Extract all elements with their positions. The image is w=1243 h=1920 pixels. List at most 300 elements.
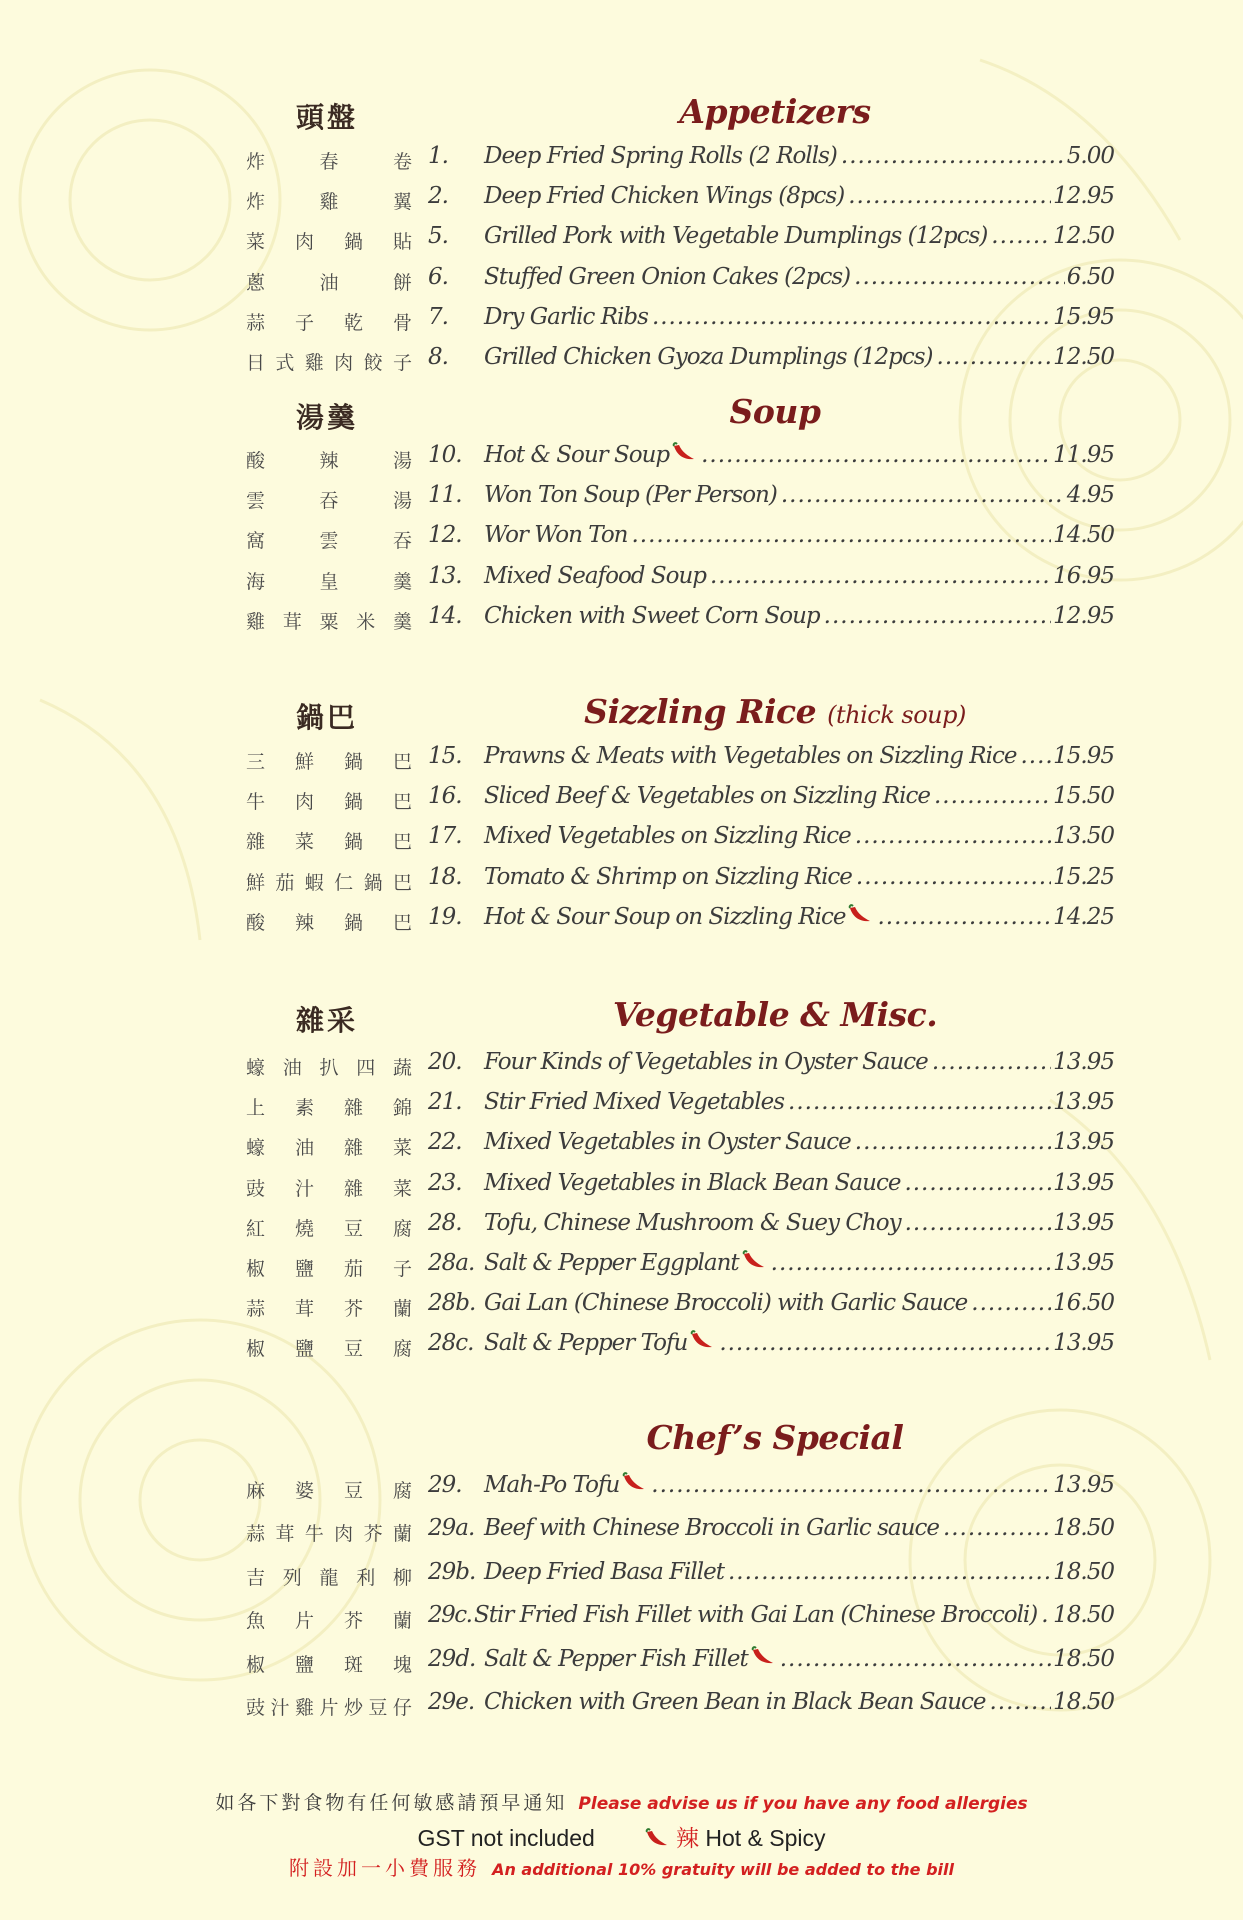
- cn-character: 汁: [294, 1177, 314, 1200]
- section-title-en: [480, 1418, 1070, 1457]
- cn-character: 菜: [392, 1177, 412, 1200]
- chili-pepper-icon: [689, 1330, 715, 1350]
- cn-character: 粟: [319, 610, 339, 633]
- chili-pepper-icon: [671, 442, 697, 462]
- menu-item-cn-name: [246, 1476, 412, 1503]
- cn-character: 鹽: [294, 1338, 314, 1361]
- menu-item-dish: [484, 1472, 1114, 1498]
- cn-character: 菜: [246, 231, 266, 254]
- menu-item-cn-name: [246, 227, 412, 254]
- menu-item: [0, 1689, 1243, 1723]
- cn-character: 雜: [343, 1177, 363, 1200]
- cn-character: 上: [246, 1097, 266, 1120]
- menu-item: [0, 183, 1243, 217]
- dot-leader: [905, 1210, 1052, 1236]
- menu-item-name: Gai Lan (Chinese Broccoli) with Garlic Sauce: [484, 1290, 968, 1317]
- cn-character: 辣: [294, 911, 314, 934]
- menu-item-dish: [484, 143, 1114, 169]
- cn-character: 蘭: [392, 1610, 412, 1633]
- menu-item-number: 18.: [428, 863, 462, 890]
- menu-item-price: 18.50: [1053, 1558, 1114, 1585]
- cn-character: 窩: [246, 530, 266, 553]
- cn-character: 椒: [246, 1653, 266, 1676]
- cn-character: 酸: [246, 911, 266, 934]
- dot-leader: [781, 482, 1065, 508]
- cn-character: 茄: [275, 871, 295, 894]
- cn-character: 錦: [392, 1097, 412, 1120]
- menu-item-price: 13.50: [1053, 823, 1114, 850]
- dot-leader: [771, 1250, 1051, 1276]
- menu-item-cn-name: [246, 567, 412, 594]
- menu-item-price: 14.25: [1053, 903, 1114, 930]
- cn-character: 蔬: [392, 1057, 412, 1079]
- menu-item-cn-name: [246, 908, 412, 935]
- cn-character: 式: [275, 352, 295, 374]
- cn-character: 腐: [392, 1338, 412, 1361]
- cn-character: 肉: [294, 791, 314, 814]
- dot-leader: [991, 223, 1051, 249]
- section-title-cn: 鍋巴: [296, 701, 359, 734]
- cn-character: 魚: [246, 1610, 266, 1633]
- cn-character: 雞: [319, 191, 339, 214]
- dot-leader: [848, 183, 1051, 209]
- cn-character: 蝦: [304, 871, 324, 894]
- cn-character: 鍋: [343, 751, 363, 773]
- menu-item-number: 28a.: [428, 1250, 475, 1276]
- spicy-legend-en: Hot & Spicy: [705, 1825, 826, 1851]
- cn-character: 茸: [275, 1523, 295, 1546]
- section-title-text: Chef’s Special: [646, 1418, 904, 1457]
- cn-character: 春: [319, 151, 339, 173]
- menu-item: [0, 1330, 1243, 1364]
- menu-item: [0, 1250, 1243, 1284]
- menu-item-name: Mixed Vegetables on Sizzling Rice: [484, 823, 851, 850]
- menu-item-dish: [484, 1689, 1114, 1715]
- menu-item-name: Sliced Beef & Vegetables on Sizzling Rice: [484, 783, 930, 810]
- menu-item-dish: [484, 783, 1114, 809]
- menu-item: [0, 864, 1243, 898]
- cn-character: 汁: [270, 1697, 290, 1719]
- cn-character: 豆: [343, 1480, 363, 1502]
- menu-item-dish: [484, 1250, 1114, 1276]
- menu-item-price: 12.50: [1053, 344, 1114, 370]
- gratuity-notice-en: An additional 10% gratuity will be added to the bill: [492, 1860, 954, 1879]
- cn-character: 牛: [304, 1523, 324, 1546]
- menu-item-name: Hot & Sour Soup: [484, 442, 670, 468]
- chili-pepper-icon: [621, 1472, 647, 1492]
- menu-item-dish: [484, 823, 1114, 849]
- cn-character: 湯: [392, 450, 412, 472]
- dot-leader: [710, 563, 1051, 589]
- cn-character: 巴: [392, 751, 412, 773]
- menu-item: [0, 1170, 1243, 1204]
- menu-item-number: 29b.: [428, 1558, 476, 1585]
- menu-item-dish: [484, 1049, 1114, 1075]
- menu-item-name: Tomato & Shrimp on Sizzling Rice: [484, 863, 852, 890]
- cn-character: 燒: [294, 1217, 314, 1240]
- menu-item-dish: [484, 1646, 1114, 1672]
- menu-item: [0, 143, 1243, 177]
- section-subtitle: (thick soup): [827, 701, 966, 729]
- cn-character: 羹: [392, 610, 412, 633]
- cn-character: 列: [282, 1566, 302, 1589]
- menu-item-dish: [484, 1170, 1114, 1196]
- menu-item-number: 6.: [428, 263, 448, 290]
- dot-leader: [651, 1472, 1051, 1498]
- cn-character: 麻: [246, 1480, 266, 1502]
- menu-item-price: 16.95: [1053, 562, 1114, 589]
- dot-leader: [877, 904, 1051, 930]
- menu-item-price: 11.95: [1053, 442, 1114, 468]
- cn-character: 豆: [368, 1697, 388, 1719]
- cn-character: 巴: [392, 791, 412, 814]
- dot-leader: [824, 603, 1051, 629]
- section-title-en: [480, 92, 1070, 131]
- cn-character: 子: [294, 311, 314, 334]
- dot-leader: [855, 1129, 1051, 1155]
- menu-item: [0, 223, 1243, 257]
- menu-item-name: Wor Won Ton: [484, 522, 628, 549]
- menu-item: [0, 1472, 1243, 1506]
- menu-item-name: Mixed Seafood Soup: [484, 562, 706, 589]
- menu-item-number: 19.: [428, 903, 462, 930]
- menu-item-cn-name: [246, 1093, 412, 1120]
- section-title-en: [480, 392, 1070, 431]
- dot-leader: [937, 344, 1052, 370]
- menu-item-number: 5.: [428, 223, 448, 250]
- chili-pepper-icon: [644, 1827, 670, 1847]
- cn-character: 婆: [294, 1480, 314, 1502]
- cn-character: 子: [392, 1258, 412, 1280]
- menu-item-number: 14.: [428, 602, 462, 629]
- menu-item-number: 17.: [428, 823, 462, 850]
- menu-item-dish: [484, 304, 1114, 330]
- allergy-notice-en: Please advise us if you have any food allergies: [578, 1794, 1028, 1814]
- section-title-cn: 雜采: [296, 1004, 359, 1037]
- menu-item-name: Deep Fried Chicken Wings (8pcs): [484, 183, 845, 210]
- cn-character: 貼: [392, 231, 412, 254]
- cn-character: 豉: [246, 1697, 266, 1719]
- menu-item-price: 12.95: [1053, 183, 1114, 210]
- menu-item: [0, 344, 1243, 378]
- cn-character: 柳: [392, 1566, 412, 1589]
- cn-character: 蠔: [246, 1057, 266, 1079]
- cn-character: 鍋: [343, 231, 363, 254]
- cn-character: 龍: [319, 1566, 339, 1589]
- cn-character: 鍋: [343, 831, 363, 854]
- gratuity-notice-cn: 附設加一小費服務: [288, 1856, 481, 1880]
- menu-item-number: 8.: [428, 344, 448, 370]
- cn-character: 炒: [343, 1697, 363, 1719]
- menu-item: [0, 442, 1243, 476]
- menu-item-name: Four Kinds of Vegetables in Oyster Sauce: [484, 1049, 928, 1075]
- cn-character: 三: [246, 751, 266, 773]
- cn-character: 菜: [294, 831, 314, 854]
- menu-item-dish: [484, 1330, 1114, 1356]
- dot-leader: [780, 1646, 1051, 1672]
- cn-character: 肉: [294, 231, 314, 254]
- cn-character: 雞: [304, 352, 324, 374]
- cn-character: 鍋: [343, 791, 363, 814]
- cn-character: 牛: [246, 791, 266, 814]
- cn-character: 油: [319, 271, 339, 294]
- menu-item-name: Mah-Po Tofu: [484, 1472, 620, 1498]
- menu-item-number: 2.: [428, 183, 448, 210]
- menu-item: [0, 264, 1243, 298]
- cn-character: 巴: [392, 911, 412, 934]
- menu-item-number: 23.: [428, 1169, 462, 1196]
- cn-character: 羹: [392, 570, 412, 593]
- menu-item-number: 7.: [428, 303, 448, 330]
- menu-item-dish: [484, 864, 1114, 890]
- cn-character: 酸: [246, 450, 266, 472]
- cn-character: 油: [294, 1137, 314, 1160]
- menu-item-number: 1.: [428, 143, 448, 169]
- menu-item-number: 22.: [428, 1129, 462, 1156]
- cn-character: 日: [246, 352, 266, 374]
- cn-character: 腐: [392, 1217, 412, 1240]
- dot-leader: [719, 1330, 1051, 1356]
- dot-leader: [854, 264, 1065, 290]
- menu-item: [0, 1559, 1243, 1593]
- menu-item-dish: [484, 1515, 1114, 1541]
- menu-item-name: Tofu, Chinese Mushroom & Suey Choy: [484, 1209, 901, 1236]
- cn-character: 紅: [246, 1217, 266, 1240]
- cn-character: 仁: [334, 871, 354, 894]
- menu-item-name: Salt & Pepper Eggplant: [484, 1250, 739, 1276]
- dot-leader: [990, 1689, 1052, 1715]
- cn-character: 鍋: [343, 911, 363, 934]
- menu-item-price: 16.50: [1053, 1290, 1114, 1317]
- cn-character: 肉: [334, 352, 354, 374]
- menu-item-name: Dry Garlic Ribs: [484, 303, 648, 330]
- cn-character: 雲: [246, 490, 266, 513]
- menu-item-dish: [484, 344, 1114, 370]
- menu-item: [0, 1129, 1243, 1163]
- menu-item-cn-name: [246, 1650, 412, 1677]
- menu-item-dish: [484, 183, 1114, 209]
- section-title-cn: 頭盤: [296, 101, 359, 134]
- cn-character: 辣: [319, 450, 339, 472]
- menu-item-name: Grilled Chicken Gyoza Dumplings (12pcs): [484, 344, 933, 370]
- section-title-text: Vegetable & Misc.: [612, 995, 938, 1034]
- menu-item-name: Stir Fried Fish Fillet with Gai Lan (Chinese Broccoli): [474, 1602, 1038, 1629]
- dot-leader: [855, 823, 1051, 849]
- menu-item-number: 21.: [428, 1089, 462, 1116]
- menu-item-dish: [484, 603, 1114, 629]
- menu-item-price: 12.95: [1053, 602, 1114, 629]
- menu-item-cn-name: [246, 308, 412, 335]
- cn-character: 乾: [343, 311, 363, 334]
- menu-item-number: 13.: [428, 562, 462, 589]
- menu-item-dish: [484, 1290, 1114, 1316]
- cn-character: 油: [282, 1057, 302, 1079]
- cn-character: 扒: [319, 1057, 339, 1079]
- menu-item-number: 29e.: [428, 1689, 475, 1715]
- cn-character: 吞: [392, 530, 412, 553]
- chili-pepper-icon: [847, 904, 873, 924]
- legend-line: [0, 1820, 1243, 1853]
- menu-item: [0, 1089, 1243, 1123]
- menu-item-number: 28b.: [428, 1290, 476, 1317]
- menu-item-name: Hot & Sour Soup on Sizzling Rice: [484, 903, 846, 930]
- menu-item-cn-name: [246, 747, 412, 774]
- menu-item-name: Prawns & Meats with Vegetables on Sizzling Rice: [484, 743, 1017, 769]
- menu-item-price: 13.95: [1053, 1049, 1114, 1075]
- menu-item: [0, 743, 1243, 777]
- menu-item-number: 28c.: [428, 1330, 474, 1357]
- menu-item: [0, 482, 1243, 516]
- menu-item-price: 13.95: [1053, 1169, 1114, 1196]
- cn-character: 豉: [246, 1177, 266, 1200]
- menu-item-price: 18.50: [1053, 1689, 1114, 1715]
- menu-item-price: 14.50: [1053, 522, 1114, 549]
- cn-character: 炸: [246, 151, 266, 173]
- menu-item-cn-name: [246, 1334, 412, 1361]
- menu-item-dish: [484, 1129, 1114, 1155]
- cn-character: 椒: [246, 1258, 266, 1280]
- gratuity-notice: [0, 1852, 1243, 1881]
- cn-character: 椒: [246, 1338, 266, 1361]
- menu-item-cn-name: [246, 787, 412, 814]
- menu-item-price: 6.50: [1066, 263, 1114, 290]
- cn-character: 吉: [246, 1566, 266, 1589]
- cn-character: 利: [356, 1566, 376, 1589]
- menu-item-price: 12.50: [1053, 223, 1114, 250]
- cn-character: 芥: [343, 1298, 363, 1321]
- cn-character: 雲: [319, 530, 339, 553]
- menu-item-dish: [484, 743, 1114, 769]
- menu-item: [0, 1210, 1243, 1244]
- menu-item-number: 10.: [428, 442, 462, 468]
- menu-item-cn-name: [246, 1294, 412, 1321]
- dot-leader: [701, 442, 1051, 468]
- cn-character: 肉: [334, 1523, 354, 1546]
- chili-pepper-icon: [741, 1250, 767, 1270]
- menu-item-cn-name: [246, 1133, 412, 1160]
- menu-item-cn-name: [246, 1693, 412, 1720]
- menu-item-price: 13.95: [1053, 1472, 1114, 1498]
- menu-item-price: 13.95: [1053, 1129, 1114, 1156]
- menu-item-name: Salt & Pepper Tofu: [484, 1330, 688, 1357]
- dot-leader: [971, 1290, 1051, 1316]
- dot-leader: [841, 143, 1065, 169]
- menu-item: [0, 904, 1243, 938]
- allergy-notice-cn: 如各下對食物有任何敏感請預早通知: [215, 1792, 568, 1814]
- menu-item-name: Stir Fried Mixed Vegetables: [484, 1089, 785, 1116]
- cn-character: 雜: [246, 831, 266, 854]
- section-title-en: [480, 995, 1070, 1034]
- cn-character: 翼: [392, 191, 412, 214]
- cn-character: 芥: [343, 1610, 363, 1633]
- cn-character: 四: [356, 1057, 376, 1079]
- cn-character: 餃: [363, 352, 383, 374]
- menu-item-dish: [474, 1602, 1114, 1628]
- section-title-text: Soup: [729, 392, 821, 431]
- menu-item-name: Stuffed Green Onion Cakes (2pcs): [484, 263, 851, 290]
- section-title-text: Sizzling Rice: [584, 692, 817, 731]
- cn-character: 蒜: [246, 311, 266, 334]
- menu-item-cn-name: [246, 1174, 412, 1201]
- cn-character: 茸: [294, 1298, 314, 1321]
- cn-character: 炸: [246, 191, 266, 214]
- menu-item-name: Won Ton Soup (Per Person): [484, 482, 777, 509]
- menu-item-number: 29.: [428, 1472, 462, 1498]
- menu-item: [0, 522, 1243, 556]
- menu-item-name: Mixed Vegetables in Oyster Sauce: [484, 1129, 851, 1156]
- dot-leader: [904, 1170, 1051, 1196]
- dot-leader: [943, 1515, 1051, 1541]
- menu-item: [0, 1515, 1243, 1549]
- menu-item-number: 28.: [428, 1209, 462, 1236]
- menu-item-dish: [484, 904, 1114, 930]
- menu-item-cn-name: [246, 868, 412, 895]
- menu-item-price: 13.95: [1053, 1250, 1114, 1276]
- menu-item-price: 15.95: [1053, 743, 1114, 769]
- menu-item-cn-name: [246, 1563, 412, 1590]
- menu-item: [0, 1290, 1243, 1324]
- cn-character: 蘭: [392, 1298, 412, 1321]
- menu-item-cn-name: [246, 827, 412, 854]
- cn-character: 斑: [343, 1653, 363, 1676]
- menu-item: [0, 823, 1243, 857]
- spicy-legend-cn: 辣: [675, 1826, 699, 1852]
- menu-item-price: 18.50: [1053, 1515, 1114, 1542]
- cn-character: 豆: [343, 1217, 363, 1240]
- cn-character: 鹽: [294, 1653, 314, 1676]
- menu-item-name: Salt & Pepper Fish Fillet: [484, 1645, 748, 1672]
- menu-item-dish: [484, 563, 1114, 589]
- menu-item-cn-name: [246, 1606, 412, 1633]
- allergy-notice: [0, 1788, 1243, 1815]
- cn-character: 卷: [392, 151, 412, 173]
- menu-item-price: 18.50: [1053, 1645, 1114, 1672]
- menu-item-dish: [484, 1089, 1114, 1115]
- cn-character: 餅: [392, 271, 412, 294]
- menu-item-dish: [484, 1559, 1114, 1585]
- menu-item-cn-name: [246, 1053, 412, 1080]
- menu-item: [0, 1049, 1243, 1083]
- dot-leader: [856, 864, 1051, 890]
- section-title-cn: 湯羹: [296, 401, 359, 434]
- menu-item-number: 12.: [428, 522, 462, 549]
- cn-character: 蒜: [246, 1298, 266, 1321]
- menu-item-name: Deep Fried Basa Fillet: [484, 1558, 724, 1585]
- cn-character: 仔: [392, 1697, 412, 1719]
- menu-item-number: 29a.: [428, 1515, 475, 1542]
- menu-item-cn-name: [246, 268, 412, 295]
- menu-item-name: Chicken with Green Bean in Black Bean Sauce: [484, 1689, 986, 1715]
- cn-character: 雜: [343, 1137, 363, 1160]
- cn-character: 片: [319, 1697, 339, 1719]
- menu-item-dish: [484, 223, 1114, 249]
- dot-leader: [1041, 1602, 1051, 1628]
- menu-item-price: 4.95: [1066, 482, 1114, 509]
- cn-character: 湯: [392, 490, 412, 513]
- cn-character: 雞: [294, 1697, 314, 1719]
- cn-character: 腐: [392, 1480, 412, 1502]
- menu-item-price: 15.95: [1053, 303, 1114, 330]
- cn-character: 巴: [392, 831, 412, 854]
- menu-item-number: 20.: [428, 1049, 462, 1075]
- menu-item-cn-name: [246, 607, 412, 634]
- cn-character: 豆: [343, 1338, 363, 1361]
- menu-item-number: 29c.: [428, 1602, 472, 1629]
- cn-character: 鮮: [294, 751, 314, 773]
- cn-character: 鍋: [363, 871, 383, 894]
- menu-item-name: Grilled Pork with Vegetable Dumplings (12pcs): [484, 223, 988, 250]
- menu-item-number: 16.: [428, 783, 462, 810]
